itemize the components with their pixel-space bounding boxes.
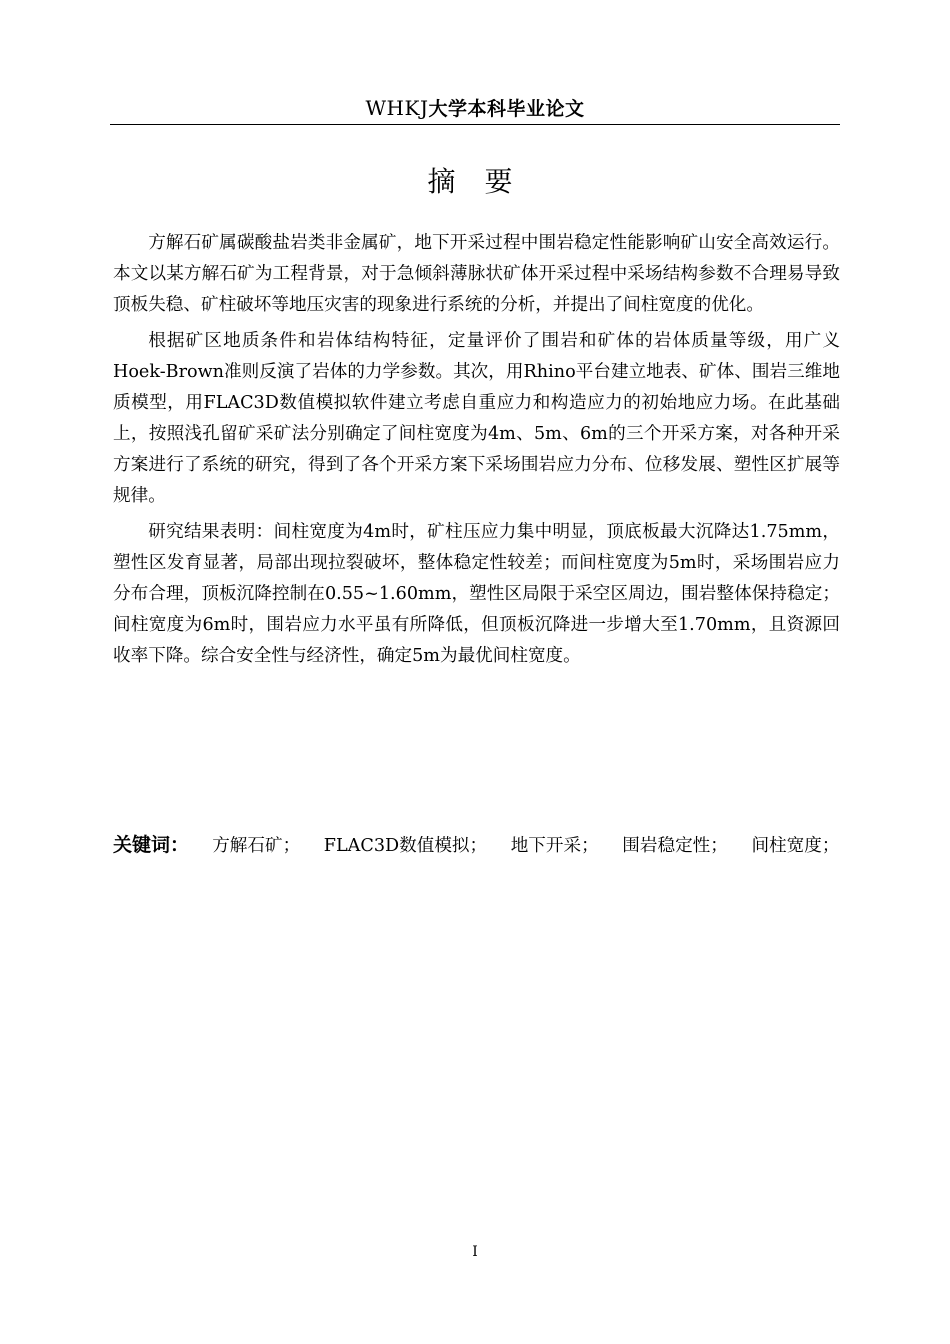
keyword-item: 地下开采；	[510, 836, 599, 856]
keyword-item: FLAC3D数值模拟；	[323, 836, 488, 856]
header-prefix: WHKJ	[365, 96, 429, 120]
running-header	[110, 95, 840, 122]
abstract-paragraph: 方解石矿属碳酸盐岩类非金属矿，地下开采过程中围岩稳定性能影响矿山安全高效运行。本文以某方解石矿为工程背景，对于急倾斜薄脉状矿体开采过程中采场结构参数不合理易导致顶板失稳、矿柱破坏等地压灾害的现象进行系统的分析，并提出了间柱宽度的优化。	[113, 233, 840, 315]
page-title: 摘 要	[427, 165, 523, 198]
keyword-item: 围岩稳定性；	[622, 836, 728, 856]
header-university: 大学本科毕业论文	[428, 98, 585, 120]
keywords-line	[113, 830, 840, 861]
header-rule	[110, 124, 840, 125]
keyword-item: 方解石矿；	[212, 836, 301, 856]
page-number: I	[472, 1244, 478, 1260]
keywords-label: 关键词：	[113, 834, 190, 856]
abstract-body	[113, 228, 840, 677]
abstract-paragraph: 研究结果表明：间柱宽度为4m时，矿柱压应力集中明显，顶底板最大沉降达1.75mm，塑性区发育显著，局部出现拉裂破坏，整体稳定性较差；而间柱宽度为5m时，采场围岩应力分布合理，顶板沉降控制在0.55~1.60mm，塑性区局限于采空区周边，围岩整体保持稳定；间柱宽度为6m时，围岩应力水平虽有所降低，但顶板沉降进一步增大至1.70mm，且资源回收率下降。综合安全性与经济性，确定5m为最优间柱宽度。	[113, 522, 840, 666]
keyword-item: 间柱宽度；	[751, 836, 840, 856]
abstract-paragraph: 根据矿区地质条件和岩体结构特征，定量评价了围岩和矿体的岩体质量等级，用广义Hoek-Brown准则反演了岩体的力学参数。其次，用Rhino平台建立地表、矿体、围岩三维地质模型，用FLAC3D数值模拟软件建立考虑自重应力和构造应力的初始地应力场。在此基础上，按照浅孔留矿采矿法分别确定了间柱宽度为4m、5m、6m的三个开采方案，对各种开采方案进行了系统的研究，得到了各个开采方案下采场围岩应力分布、位移发展、塑性区扩展等规律。	[113, 331, 840, 506]
